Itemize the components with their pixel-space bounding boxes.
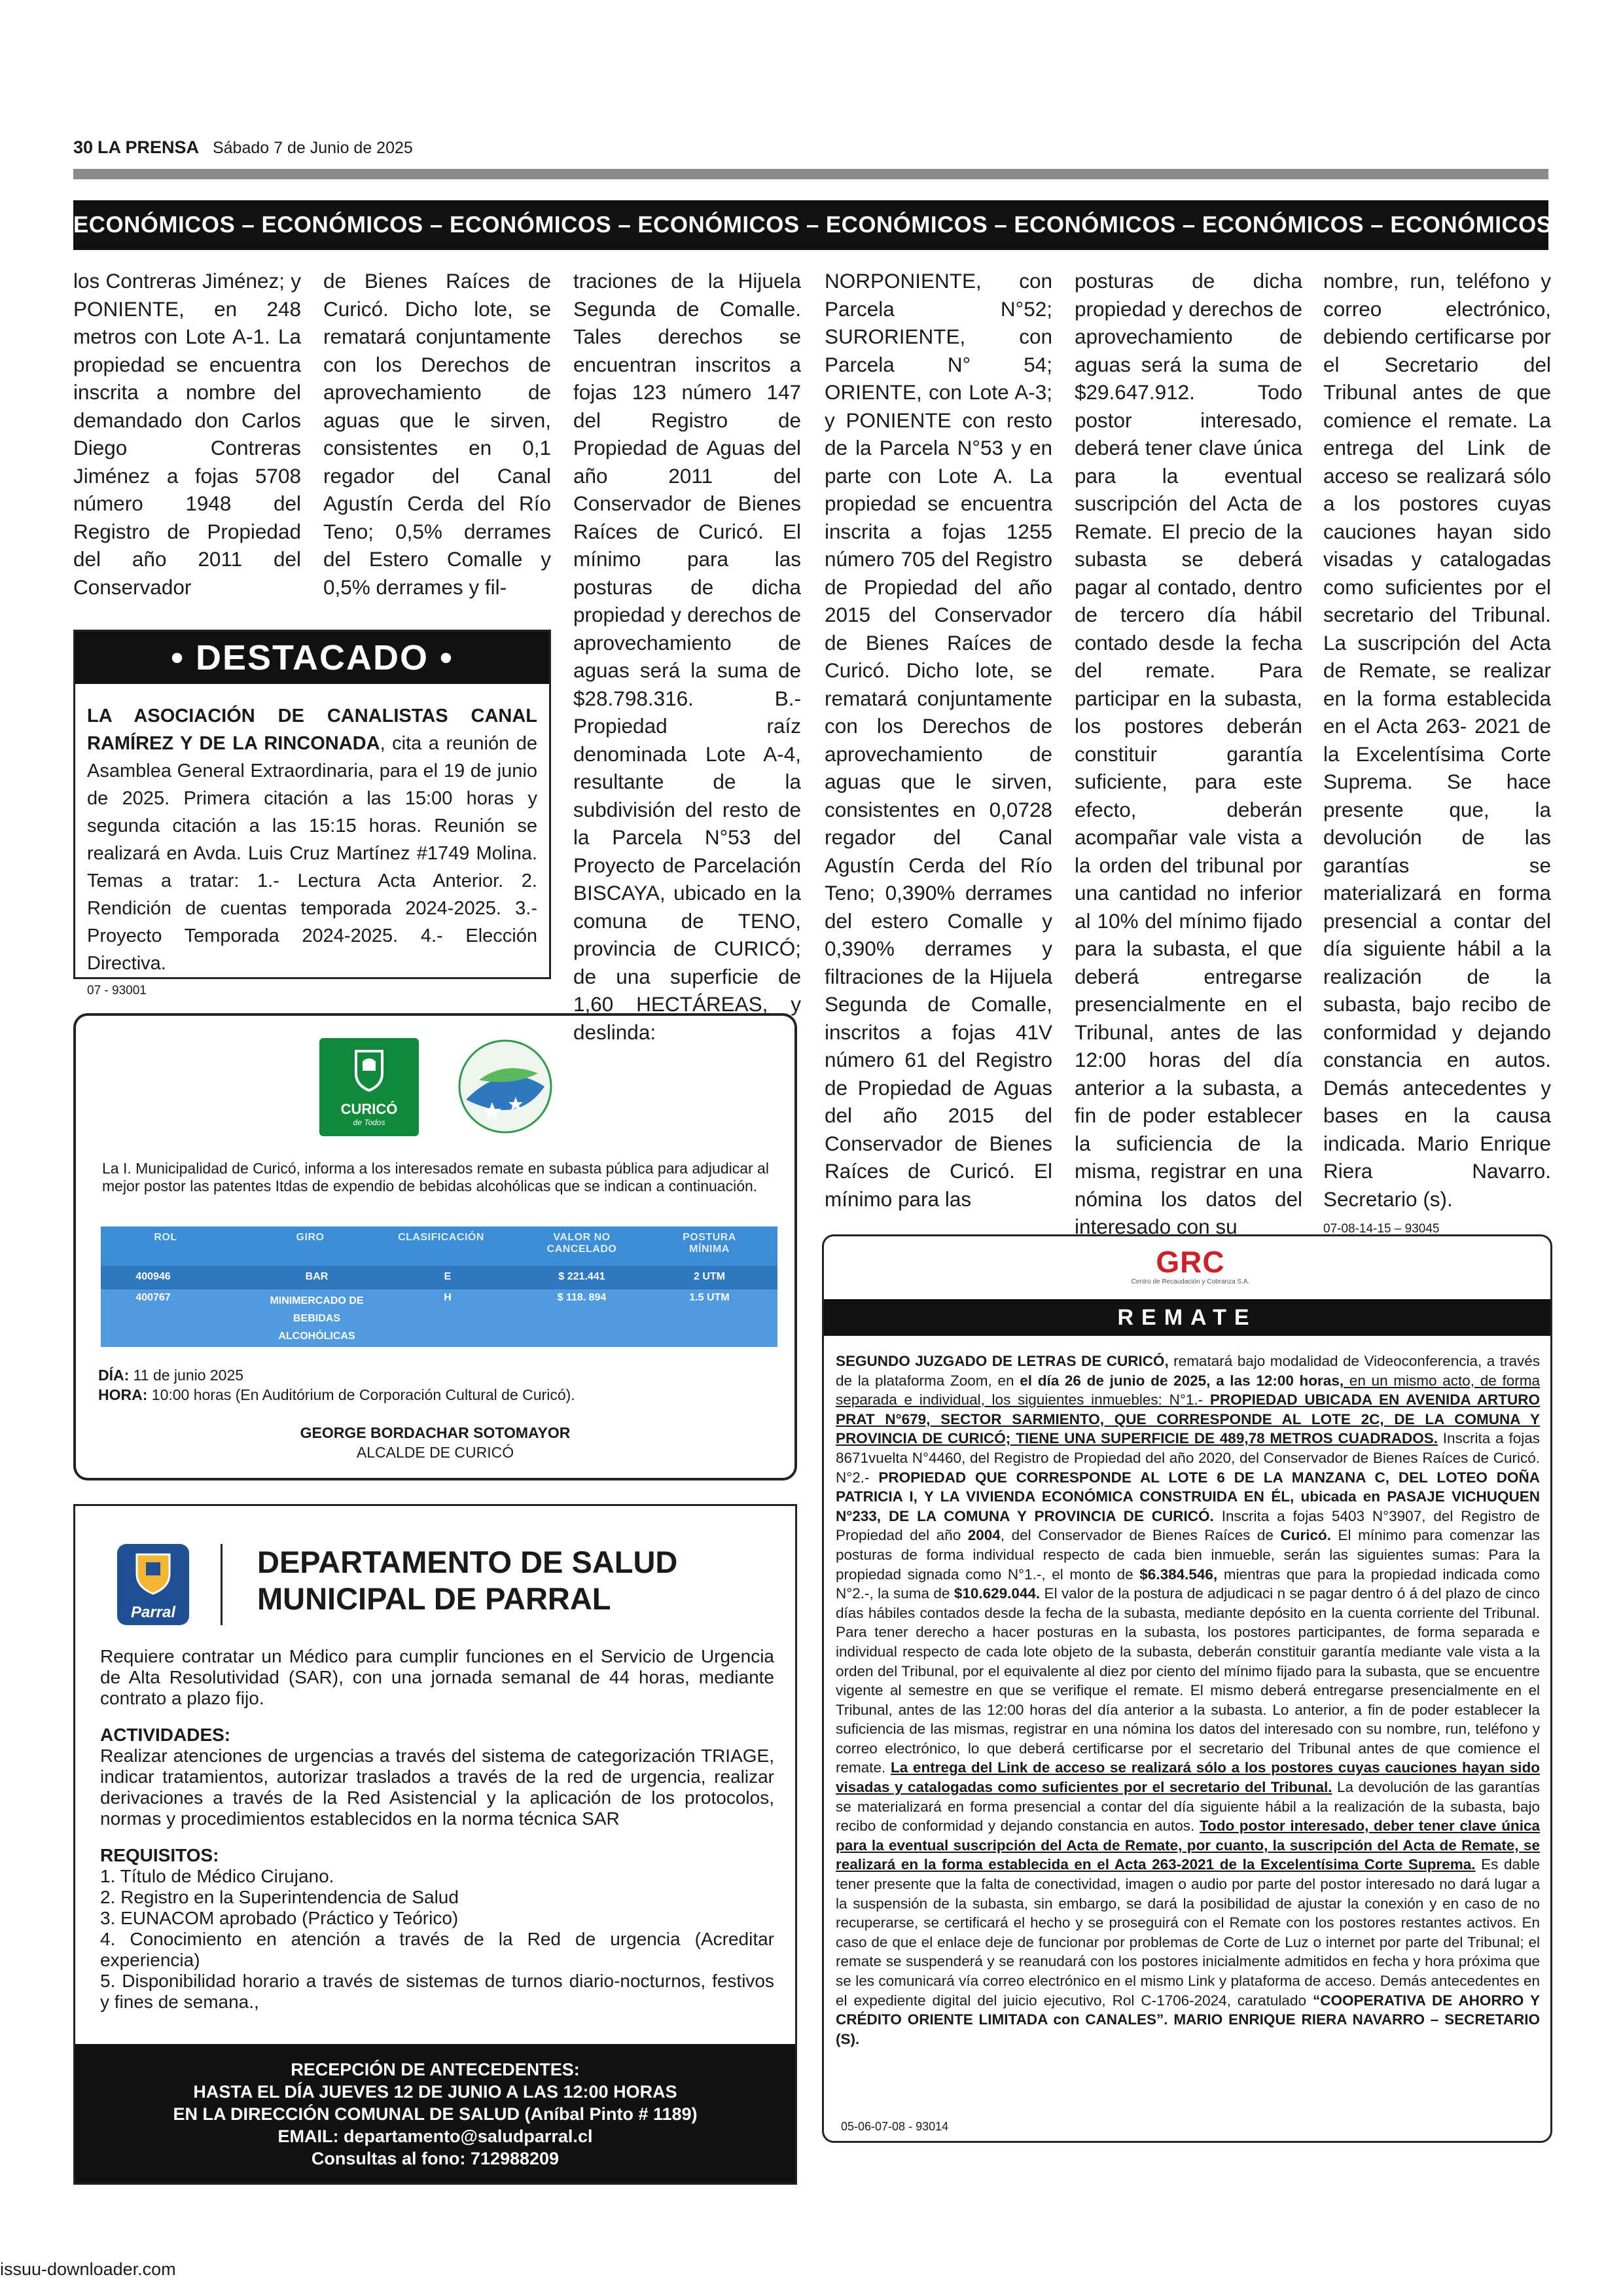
watermark: issuu-downloader.com [0, 2259, 176, 2279]
parral-footer [75, 2044, 795, 2183]
table-cell: 2 UTM [694, 1271, 725, 1282]
footer-email: EMAIL: departamento@saludparral.cl [277, 2126, 593, 2146]
requisito-item: 5. Disponibilidad horario a través de sistemas de turnos diario-nocturnos, festivos y fines de semana., [100, 1971, 774, 2012]
remate-text: El mínimo para comenzar las posturas de forma individual respecto de cada bien inmueble, serán las siguientes sumas: Para la propiedad signada como N°1.-, el monto de [836, 1527, 1540, 1583]
table-cell: 400946 [135, 1271, 171, 1282]
requisito-item: 1. Título de Médico Cirujano. [100, 1866, 334, 1886]
curico-crest-icon [319, 1038, 419, 1101]
table-header-rol: ROL [154, 1232, 177, 1243]
parral-logo [117, 1544, 189, 1625]
curico-signature [76, 1423, 794, 1462]
table-cell: 1.5 UTM [689, 1292, 730, 1303]
text-column-3 [573, 267, 801, 1044]
remate-text: en un mismo acto, de forma separada e individual, los siguientes inmuebles: N°1.- [836, 1372, 1541, 1408]
parral-ad [73, 1504, 797, 2185]
curico-logo [319, 1038, 419, 1136]
table-header-giro: GIRO [296, 1232, 325, 1243]
parral-divider [221, 1544, 223, 1625]
curico-logo-text: CURICÓ [340, 1101, 398, 1117]
certification-seal-icon [453, 1034, 558, 1136]
parral-crest-icon [117, 1544, 189, 1600]
remate-text: , del Conservador de Bienes Raíces de [1000, 1527, 1281, 1544]
requisito-item: 2. Registro en la Superintendencia de Salud [100, 1887, 459, 1907]
patents-table [101, 1227, 777, 1347]
footer-line: RECEPCIÓN DE ANTECEDENTES: [291, 2060, 580, 2079]
destacado-lead: LA ASOCIACIÓN DE CANALISTAS CANAL RAMÍREZ Y DE LA RINCONADA [87, 706, 537, 754]
dia-label: DÍA: [98, 1367, 130, 1384]
grc-remate-ad [822, 1234, 1552, 2143]
remate-text: mientras que para la propiedad indicada como N°2.-, la suma de [836, 1566, 1540, 1602]
column-2-text: de Bienes Raíces de Curicó. Dicho lote, se rematará conjuntamente con los Derechos de aprovechamiento de aguas que le sirven, consistentes en 0,1 regador del Canal Agustín Cerda del Río Teno; 0,5% derrames del Estero Comalle y 0,5% derrames y fil- [323, 269, 551, 599]
table-cell: 400767 [135, 1292, 171, 1303]
hora-label: HORA: [98, 1386, 148, 1403]
minimum-amount-2: $10.629.044. [954, 1585, 1041, 1602]
curico-ad [73, 1013, 797, 1480]
destacado-box [73, 630, 551, 997]
property-2: PROPIEDAD QUE CORRESPONDE AL LOTE 6 DE LA MANZANA C, DEL LOTEO DOÑA PATRICIA I, Y LA VIVIENDA ECONÓMICA CONSTRUIDA EN ÉL, ubicada en PASAJE VICHUQUEN N°233, DE LA COMUNA Y PROVINCIA DE CURICÓ. [836, 1469, 1540, 1524]
text-column-1 [73, 267, 301, 602]
remate-signature: “COOPERATIVA DE AHORRO Y CRÉDITO ORIENTE LIMITADA con CANALES”. MARIO ENRIQUE RIERA NAVARRO – SECRETARIO (S). [836, 1992, 1540, 2047]
column-4-text: NORPONIENTE, con Parcela N°52; SURORIENTE, con Parcela N° 54; ORIENTE, con Lote A-3; y PONIENTE con resto de la Parcela N°53 y en parte con Lote A. La propiedad se encuentra inscrita a fojas 1255 número 705 del Registro de Propiedad del año 2015 del Conservador de Bienes Raíces de Curicó. Dicho lote, se rematará conjuntamente con los Derechos de aprovechamiento de aguas que le sirven, consistentes en 0,0728 regador del Canal Agustín Cerda del Río Teno; 0,390% derrames del estero Comalle y 0,390% derrames y filtraciones de la Hijuela Segunda de Comalle, inscritos a fojas 41V número 61 del Registro de Propiedad de Aguas del año 2015 del Conservador de Bienes Raíces de Curicó. El mínimo para las [825, 269, 1052, 1211]
parral-title: DEPARTAMENTO DE SALUD MUNICIPAL DE PARRAL [257, 1545, 678, 1616]
minimum-amount-1: $6.384.546, [1139, 1566, 1218, 1583]
requisito-item: 4. Conocimiento en atención a través de la Red de urgencia (Acreditar experiencia) [100, 1929, 774, 1970]
column-6-code: 07-08-14-15 – 93045 [1323, 1222, 1440, 1236]
table-row [101, 1289, 777, 1347]
destacado-body [75, 684, 549, 977]
parral-logo-text: Parral [130, 1604, 176, 1621]
remate-city: Curicó. [1280, 1527, 1331, 1544]
table-cell: BAR [305, 1271, 329, 1282]
certification-seal [453, 1034, 558, 1136]
table-cell: $ 221.441 [558, 1271, 605, 1282]
signer-title: ALCALDE DE CURICÓ [356, 1444, 514, 1461]
table-cell: E [444, 1271, 452, 1282]
remate-text: El valor de la postura de adjudicaci n se pagar dentro ó á del plazo de cinco días hábiles contados desde la fecha de la subasta, mediante depósito en la cuenta corriente del Tribunal. Para tener derecho a hacer posturas en la subasta, los postores participantes, de forma separada e individual respecto de cada lote objeto de la subasta, deberán constituir garantía mediante vale vista a la orden del Tribunal, por el equivalente al diez por ciento del mínimo fijado para la subasta, que se encuentre vigente al semestre en que se verifique el remate. El mismo deberá entregarse presencialmente en el Tribunal, antes de las 12:00 horas del día anterior a la subasta. Lo anterior, a fin de poder establecer la suficiencia de las mismas, registrar en una nómina los datos del interesado con su nombre, run, teléfono y correo electrónico, lo que deberá certificarse por el secretario del Tribunal antes de que comience el remate. [836, 1585, 1540, 1776]
requisito-item: 3. EUNACOM aprobado (Práctico y Teórico) [100, 1908, 459, 1928]
table-header-clasificacion: CLASIFICACIÓN [398, 1232, 484, 1243]
remate-text: Inscrita a fojas 5403 N°3907, del Registro de Propiedad del año [836, 1507, 1540, 1544]
hora-value: 10:00 horas (En Auditórium de Corporación Cultural de Curicó). [151, 1386, 575, 1403]
destacado-heading: • DESTACADO • [75, 632, 549, 684]
remate-text: Es dable tener presente que la falta de conectividad, imagen o audio por parte del postor interesado no dará lugar a la suspensión de la subasta, sin embargo, se dará la posibilidad de ajustar la conexión y en caso de no recuperarse, se certificará el hecho y se proseguirá con el Remate con los postores restantes activos. En caso de que el enlace deje de funcionar por problemas de Corte de Luz o internet por parte del Tribunal; el remate se suspenderá y se reanudará con los postores inicialmente admitidos en fecha y hora próxima que se les comunicará vía correo electrónico en el mismo Link y plataforma de acceso. Demás antecedentes en el expediente digital del juicio ejecutivo, Rol C-1706-2024, caratulado [836, 1856, 1541, 2009]
text-column-4 [825, 267, 1052, 1210]
parral-intro: Requiere contratar un Médico para cumplir funciones en el Servicio de Urgencia de Alta Resolutividad (SAR), con una jornada semanal de 44 horas, mediante contrato a plazo fijo. [100, 1646, 774, 1708]
curico-logo-sub: de Todos [353, 1118, 385, 1127]
table-cell: H [444, 1292, 452, 1303]
header-rule [73, 169, 1548, 179]
destacado-code: 07 - 93001 [87, 984, 147, 997]
page-date: Sábado 7 de Junio de 2025 [212, 139, 413, 157]
property-1: PROPIEDAD UBICADA EN AVENIDA ARTURO PRAT N°679, SECTOR SARMIENTO, QUE CORRESPONDE AL LOTE 2C, DE LA COMUNA Y PROVINCIA DE CURICÓ; TIENE UNA SUPERFICIE DE 489,78 METROS CUADRADOS. [836, 1391, 1540, 1447]
text-column-2 [323, 267, 551, 602]
table-header-valor: VALOR NO CANCELADO [546, 1232, 617, 1255]
paper-name: LA PRENSA [98, 137, 200, 157]
column-1-text: los Contreras Jiménez; y PONIENTE, en 248 metros con Lote A-1. La propiedad se encuentra inscrita a nombre del demandado don Carlos Diego Contreras Jiménez a fojas 5708 número 1948 del Registro de Propiedad del año 2011 del Conservador [73, 269, 301, 599]
text-column-6 [1323, 267, 1551, 1236]
auction-date: el día 26 de junio de 2025, a las 12:00 horas, [1020, 1372, 1344, 1389]
actividades-text: Realizar atenciones de urgencias a través del sistema de categorización TRIAGE, indicar tratamientos, autorizar traslados a través de la red de urgencia, realizar derivaciones a través de la Red Asistencial y la aplicación de los protocolos, normas y procedimientos establecidos en la norma técnica SAR [100, 1746, 774, 1829]
table-cell: $ 118. 894 [557, 1292, 607, 1303]
remate-text: rematará bajo modalidad de Videoconferencia, a través de la plataforma Zoom, en [836, 1353, 1540, 1389]
remate-underlined: Todo postor interesado, deber tener clave única para la eventual suscripción del Acta de Remate, por cuanto, la suscripción del Acta de Remate, se realizará en la forma establecida en el Acta 263-2021 de la Excelentísima Corte Suprema. [836, 1818, 1540, 1873]
section-banner: ECONÓMICOS – ECONÓMICOS – ECONÓMICOS – ECONÓMICOS – ECONÓMICOS – ECONÓMICOS – ECONÓMICOS – ECONÓMICOS [73, 200, 1548, 250]
column-6-text: nombre, run, teléfono y correo electrónico, debiendo certificarse por el Secretario del Tribunal antes de que comience el remate. La entrega del Link de acceso se realizará sólo a los postores cuyas cauciones hayan sido visadas y catalogadas como suficientes por el secretario del Tribunal. La suscripción del Acta de Remate, se realizar en la forma establecida en el Acta 263- 2021 de la Excelentísima Corte Suprema. Se hace presente que, la devolución de las garantías se materializará en forma presencial a contar del día siguiente hábil a la realización de la subasta, bajo recibo de conformidad y dejando constancia en autos. Demás antecedentes y bases en la causa indicada. Mario Enrique Riera Navarro. Secretario (s). [1323, 269, 1551, 1211]
court-name: SEGUNDO JUZGADO DE LETRAS DE CURICÓ, [836, 1353, 1169, 1369]
curico-intro: La I. Municipalidad de Curicó, informa a los interesados remate en subasta pública para adjudicar al mejor postor las patentes Itdas de expendio de bebidas alcohólicas que se indican a continuación. [102, 1160, 769, 1194]
page-number: 30 [73, 137, 94, 157]
footer-line: EN LA DIRECCIÓN COMUNAL DE SALUD (Aníbal Pinto # 1189) [173, 2104, 698, 2124]
text-column-5 [1075, 267, 1302, 1238]
grc-logo-sub: Centro de Recaudación y Cobranza S.A. [1131, 1278, 1250, 1285]
table-cell: MINIMERCADO DE BEBIDAS ALCOHÓLICAS [270, 1295, 364, 1342]
destacado-text: , cita a reunión de Asamblea General Extraordinaria, para el 19 de junio de 2025. Primera citación a las 15:00 horas y segunda citación a las 15:15 horas. Reunión se realizará en Avda. Luis Cruz Martínez #1749 Molina. Temas a tratar: 1.- Lectura Acta Anterior. 2. Rendición de cuentas temporada 2024-2025. 3.- Proyecto Temporada 2024-2025. 4.- Elección Directiva. [87, 733, 537, 974]
signer-name: GEORGE BORDACHAR SOTOMAYOR [300, 1424, 571, 1441]
table-row [101, 1266, 777, 1289]
grc-logo-text: GRC [1156, 1245, 1225, 1279]
grc-logo [1112, 1246, 1269, 1291]
auction-details [98, 1365, 779, 1405]
remate-text: Inscrita a fojas 8671vuelta N°4460, del Registro de Propiedad del año 2020, del Conservador de Bienes Raíces de Curicó. N°2.- [836, 1430, 1540, 1486]
grc-code: 05-06-07-08 - 93014 [841, 2120, 949, 2133]
remate-text: La devolución de las garantías se materializará en forma presencial a contar del día siguiente hábil a la realización de la subasta, bajo recibo de conformidad y dejando constancia en autos. [836, 1779, 1540, 1835]
parral-body [100, 1646, 774, 2013]
dia-value: 11 de junio 2025 [133, 1367, 244, 1384]
footer-phone: Consultas al fono: 712988209 [311, 2149, 560, 2168]
column-5-text: posturas de dicha propiedad y derechos de aprovechamiento de aguas será la suma de $29.647.912. Todo postor interesado, deberá tener clave única para la eventual suscripción del Acta de Remate. El precio de la subasta se deberá pagar al contado, dentro de tercero día hábil contado desde la fecha del remate. Para participar en la subasta, los postores deberán constituir garantía suficiente, para este efecto, deberán acompañar vale vista a la orden del tribunal por una cantidad no inferior al 10% del mínimo fijado para la subasta, el que deberá entregarse presencialmente en el Tribunal, antes de las 12:00 horas del día anterior a la subasta, a fin de poder establecer la suficiencia de la misma, registrar en una nómina los datos del interesado con su [1075, 269, 1302, 1238]
remate-year: 2004 [967, 1527, 1001, 1544]
footer-line: HASTA EL DÍA JUEVES 12 DE JUNIO A LAS 12:00 HORAS [193, 2082, 677, 2102]
remate-underlined: La entrega del Link de acceso se realizará sólo a los postores cuyas cauciones hayan sido visadas y catalogadas como suficientes por el secretario del Tribunal. [836, 1759, 1541, 1796]
requisitos-label: REQUISITOS: [100, 1845, 219, 1865]
actividades-label: ACTIVIDADES: [100, 1725, 231, 1745]
page-header [73, 137, 413, 158]
column-3-text: traciones de la Hijuela Segunda de Comalle. Tales derechos se encuentran inscritos a fojas 123 número 147 del Registro de Propiedad de Aguas del año 2011 del Conservador de Bienes Raíces de Curicó. El mínimo para las posturas de dicha propiedad y derechos de aprovechamiento de aguas será la suma de $28.798.316. B.- Propiedad raíz denominada Lote A-4, resultante de la subdivisión del resto de la Parcela N°53 del Proyecto de Parcelación BISCAYA, ubicado en la comuna de TENO, provincia de CURICÓ; de una superficie de 1,60 HECTÁREAS, y deslinda: [573, 269, 801, 1044]
table-header-postura: POSTURA MÍNIMA [683, 1232, 736, 1255]
remate-body [836, 1352, 1540, 2049]
remate-heading: REMATE [824, 1299, 1550, 1336]
